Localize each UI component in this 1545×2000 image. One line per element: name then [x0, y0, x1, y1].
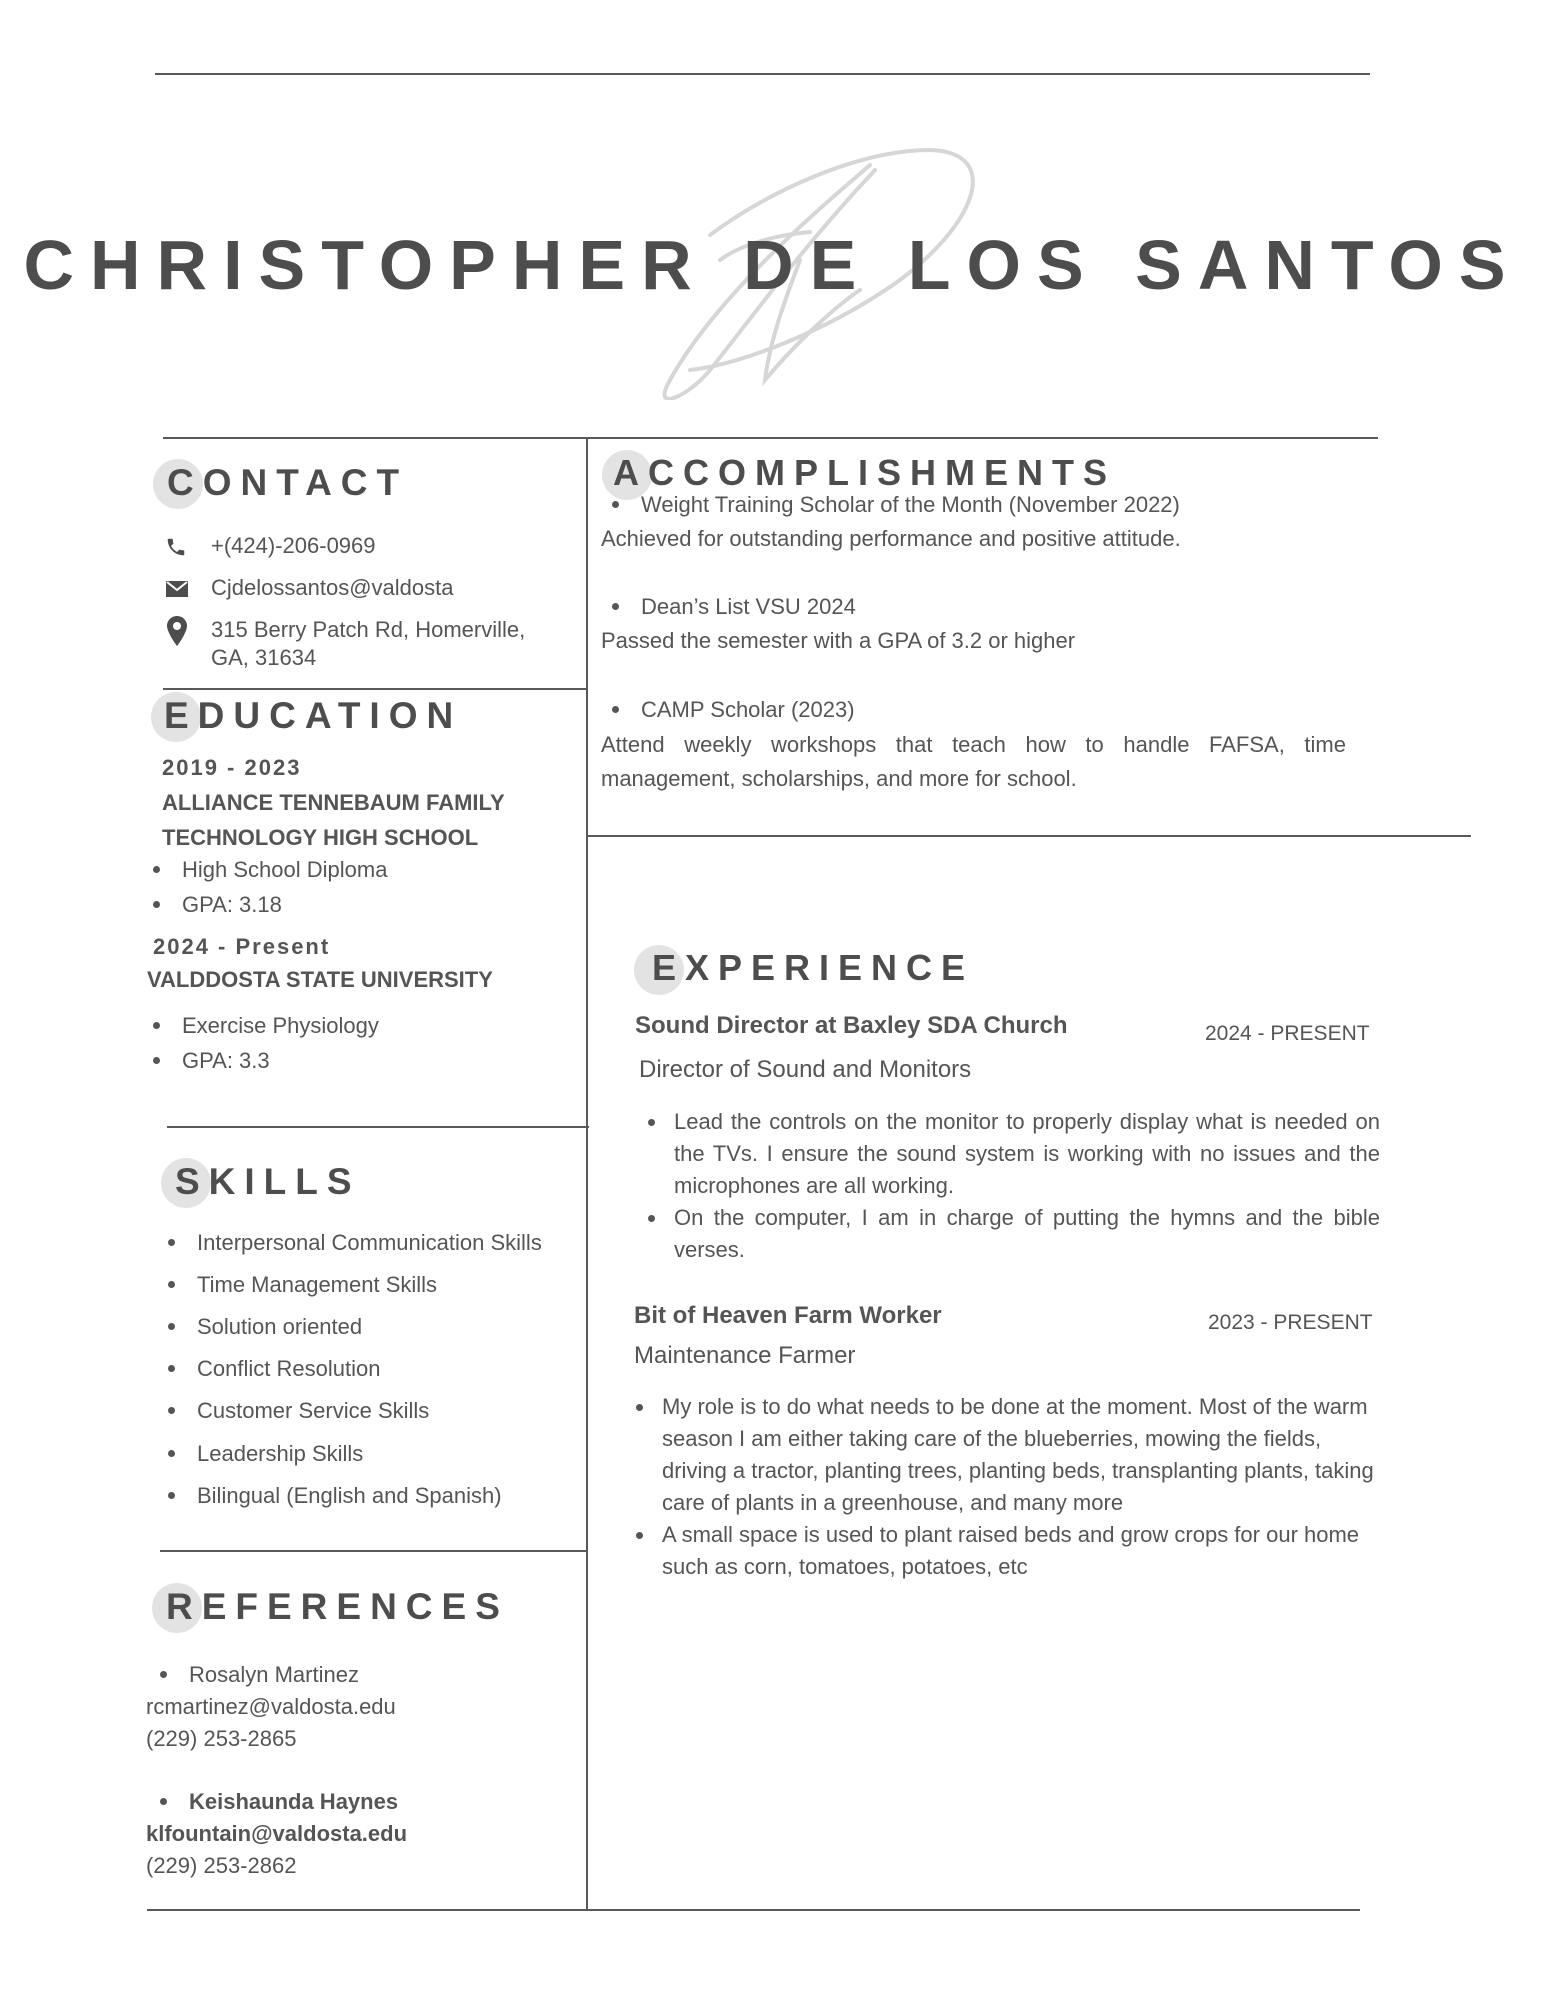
reference-2-email: klfountain@valdosta.edu	[146, 1821, 408, 1846]
contact-address-line2: GA, 31634	[211, 645, 317, 670]
education-1-item-1: High School Diploma	[153, 857, 387, 883]
accomplishment-3-title: CAMP Scholar (2023)	[612, 697, 855, 723]
candidate-name: CHRISTOPHER DE LOS SANTOS	[23, 226, 1522, 304]
education-1-school-line1: ALLIANCE TENNEBAUM FAMILY	[162, 790, 505, 815]
education-2-item-2: GPA: 3.3	[153, 1048, 270, 1074]
envelope-icon	[165, 580, 189, 598]
education-1-school-line2: TECHNOLOGY HIGH SCHOOL	[162, 825, 479, 850]
job-1-role: Director of Sound and Monitors	[639, 1056, 972, 1083]
accomplishment-1-title: Weight Training Scholar of the Month (November 2022)	[612, 492, 1180, 518]
skills-item-1: Interpersonal Communication Skills	[168, 1230, 542, 1256]
education-2-school-line1: VALDDOSTA STATE UNIVERSITY	[147, 967, 493, 992]
skills-references-divider	[160, 1550, 586, 1552]
experience-heading: EXPERIENCE	[652, 947, 975, 988]
skills-item-5: Customer Service Skills	[168, 1398, 429, 1424]
accomplishment-1-desc: Achieved for outstanding performance and positive attitude.	[601, 526, 1181, 551]
reference-2-phone: (229) 253-2862	[146, 1853, 297, 1878]
column-divider	[586, 437, 588, 1909]
accomplishment-2-title: Dean’s List VSU 2024	[612, 594, 856, 620]
skills-item-2: Time Management Skills	[168, 1272, 437, 1298]
education-1-years: 2019 - 2023	[162, 755, 302, 780]
skills-item-7: Bilingual (English and Spanish)	[168, 1483, 502, 1509]
references-heading: REFERENCES	[166, 1586, 509, 1627]
contact-education-divider	[163, 688, 586, 690]
reference-1-name: Rosalyn Martinez	[160, 1662, 359, 1688]
skills-item-4: Conflict Resolution	[168, 1356, 380, 1382]
reference-1-email: rcmartinez@valdosta.edu	[146, 1694, 396, 1719]
skills-item-3: Solution oriented	[168, 1314, 362, 1340]
job-1-bullet-1: Lead the controls on the monitor to properly display what is needed on the TVs. I ensure the sound system is working with no issues and the microphones are all working.	[642, 1106, 1380, 1202]
contact-address-line1: 315 Berry Patch Rd, Homerville,	[211, 617, 526, 642]
skills-heading: SKILLS	[175, 1161, 361, 1202]
accomplishments-experience-divider	[586, 835, 1471, 837]
education-heading: EDUCATION	[164, 695, 463, 736]
contact-heading: CONTACT	[167, 462, 409, 503]
map-pin-icon	[167, 616, 187, 646]
job-2-dates: 2023 - PRESENT	[1208, 1311, 1373, 1334]
job-1-bullet-2: On the computer, I am in charge of putting the hymns and the bible verses.	[642, 1202, 1380, 1266]
reference-1-phone: (229) 253-2865	[146, 1726, 297, 1751]
education-skills-divider	[167, 1126, 589, 1128]
skills-item-6: Leadership Skills	[168, 1441, 363, 1467]
top-divider	[155, 73, 1370, 75]
job-2-bullet-2: A small space is used to plant raised beds and grow crops for our home such as corn, tomatoes, potatoes, etc	[630, 1519, 1375, 1583]
phone-icon	[165, 536, 187, 558]
bottom-divider	[147, 1909, 1360, 1911]
education-2-years: 2024 - Present	[153, 934, 331, 959]
job-2-role: Maintenance Farmer	[634, 1342, 856, 1369]
accomplishment-3-desc: Attend weekly workshops that teach how to handle FAFSA, time management, scholarships, and more for school.	[601, 732, 1346, 791]
education-2-item-1: Exercise Physiology	[153, 1013, 379, 1039]
accomplishment-2-desc: Passed the semester with a GPA of 3.2 or higher	[601, 628, 1076, 653]
job-2-bullet-1: My role is to do what needs to be done at the moment. Most of the warm season I am either taking care of the blueberries, mowing the fields, driving a tractor, planting trees, planting beds, transplanting plants, taking care of plants in a greenhouse, and many more	[630, 1391, 1375, 1519]
contact-email: Cjdelossantos@valdosta	[211, 575, 454, 600]
job-2-bullets	[630, 1391, 1375, 1583]
section-top-divider	[163, 437, 1378, 439]
contact-phone: +(424)-206-0969	[211, 533, 376, 558]
job-1-bullets	[642, 1106, 1380, 1266]
accomplishments-heading: ACCOMPLISHMENTS	[613, 452, 1116, 493]
reference-2-name: Keishaunda Haynes	[160, 1789, 398, 1815]
job-2-title: Bit of Heaven Farm Worker	[634, 1302, 942, 1329]
education-1-item-2: GPA: 3.18	[153, 892, 282, 918]
job-1-title: Sound Director at Baxley SDA Church	[635, 1012, 1068, 1039]
job-1-dates: 2024 - PRESENT	[1205, 1022, 1370, 1045]
